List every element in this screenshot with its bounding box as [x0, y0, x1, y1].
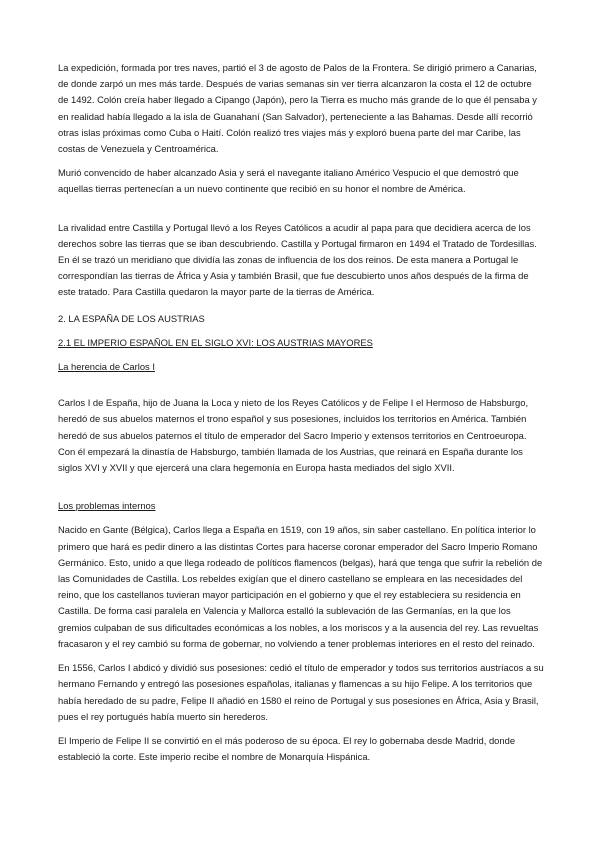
- heading-herencia: La herencia de Carlos I: [58, 361, 155, 373]
- subsection-heading: 2.1 EL IMPERIO ESPAÑOL EN EL SIGLO XVI: LOS AUSTRIAS MAYORES: [58, 336, 373, 348]
- paragraph-felipe: El Imperio de Felipe II se convirtió en el más poderoso de su época. El rey lo gobernaba desde Madrid, donde estableció la corte. Este imperio recibe el nombre de Monarquía Hispánica.: [58, 734, 516, 763]
- paragraph-carlos: Carlos I de España, hijo de Juana la Loca y nieto de los Reyes Católicos y de Felipe I el Hermoso de Habsburgo, heredó de sus abuelos maternos el trono español y sus posesiones, incluidos los territorios en América. También heredó de sus abuelos paternos el título de emperador del Sacro Imperio y extensos territorios en Centroeuropa. Con él empezará la dinastía de Habsburgo, también llamada de los Austrias, que reinará en España durante los siglos XVI y XVII y que ejercerá una clara hegemonía en Europa hasta mediados del siglo XVII.: [58, 397, 529, 474]
- paragraph-expedicion: La expedición, formada por tres naves, partió el 3 de agosto de Palos de la Frontera. Se dirigió primero a Canarias, de donde zarpó un mes más tarde. Después de varias semanas sin ver tierra alcanzaron la costa el 12 de octubre de 1492. Colón creía haber llegado a Cipango (Japón), pero la Tierra es mucho más grande de lo que él pensaba y en realidad había llegado a la isla de Guanahaní (San Salvador), perteneciente a las Bahamas. Desde allí recorrió otras islas próximas como Cuba o Haití. Colón realizó tres viajes más y exploró buena parte del mar Caribe, las costas de Venezuela y Centroamérica.: [58, 62, 537, 155]
- paragraph-abdicacion: En 1556, Carlos I abdicó y dividió sus posesiones: cedió el título de emperador y todos sus territorios austríacos a su hermano Fernando y entregó las posesiones españolas, italianas y flamencas a su hijo Felipe. A los territorios que había heredado de su padre, Felipe II añadió en 1580 el reino de Portugal y sus posesiones en África, Asia y Brasil, pues el rey portugués había muerto sin herederos.: [58, 662, 544, 722]
- paragraph-problemas: Nacido en Gante (Bélgica), Carlos llega a España en 1519, con 19 años, sin saber castellano. En política interior lo primero que hará es pedir dinero a las distintas Cortes para hacerse coronar emperador del Sacro Imperio Romano Germánico. Esto, unido a que llega rodeado de políticos flamencos (belgas), hará que tenga que sufrir la rebelión de las Comunidades de Castilla. Los rebeldes exigían que el dinero castellano se empleara en las necesidades del reino, que los castellanos tuvieran mayor participación en el gobierno y que el rey estableciera su residencia en Castilla. De forma casi paralela en Valencia y Mallorca estalló la sublevación de las Germanías, en la que los gremios culpaban de sus dificultades económicas a los nobles, a los moriscos y a la ausencia del rey. Las revueltas fracasaron y el rey cambió su forma de gobernar, no volviendo a tener problemas interiores en el resto del reinado.: [58, 524, 543, 649]
- paragraph-tordesillas: La rivalidad entre Castilla y Portugal llevó a los Reyes Católicos a acudir al papa para que decidiera acerca de los derechos sobre las tierras que se iban descubriendo. Castilla y Portugal firmaron en 1494 el Tratado de Tordesillas. En él se trazó un meridiano que dividía las zonas de influencia de los dos reinos. De esta manera a Portugal le correspondían las tierras de África y Asia y también Brasil, que fue descubierto unos años después de la firma de este tratado. Para Castilla quedaron la mayor parte de la tierras de América.: [58, 221, 537, 298]
- section-heading: 2. LA ESPAÑA DE LOS AUSTRIAS: [58, 312, 205, 324]
- heading-problemas: Los problemas internos: [58, 500, 156, 512]
- paragraph-vespucio: Murió convencido de haber alcanzado Asia y será el navegante italiano Américo Vespucio el que demostró que aquellas tierras pertenecían a un nuevo continente que recibió en su honor el nombre de América.: [58, 167, 519, 195]
